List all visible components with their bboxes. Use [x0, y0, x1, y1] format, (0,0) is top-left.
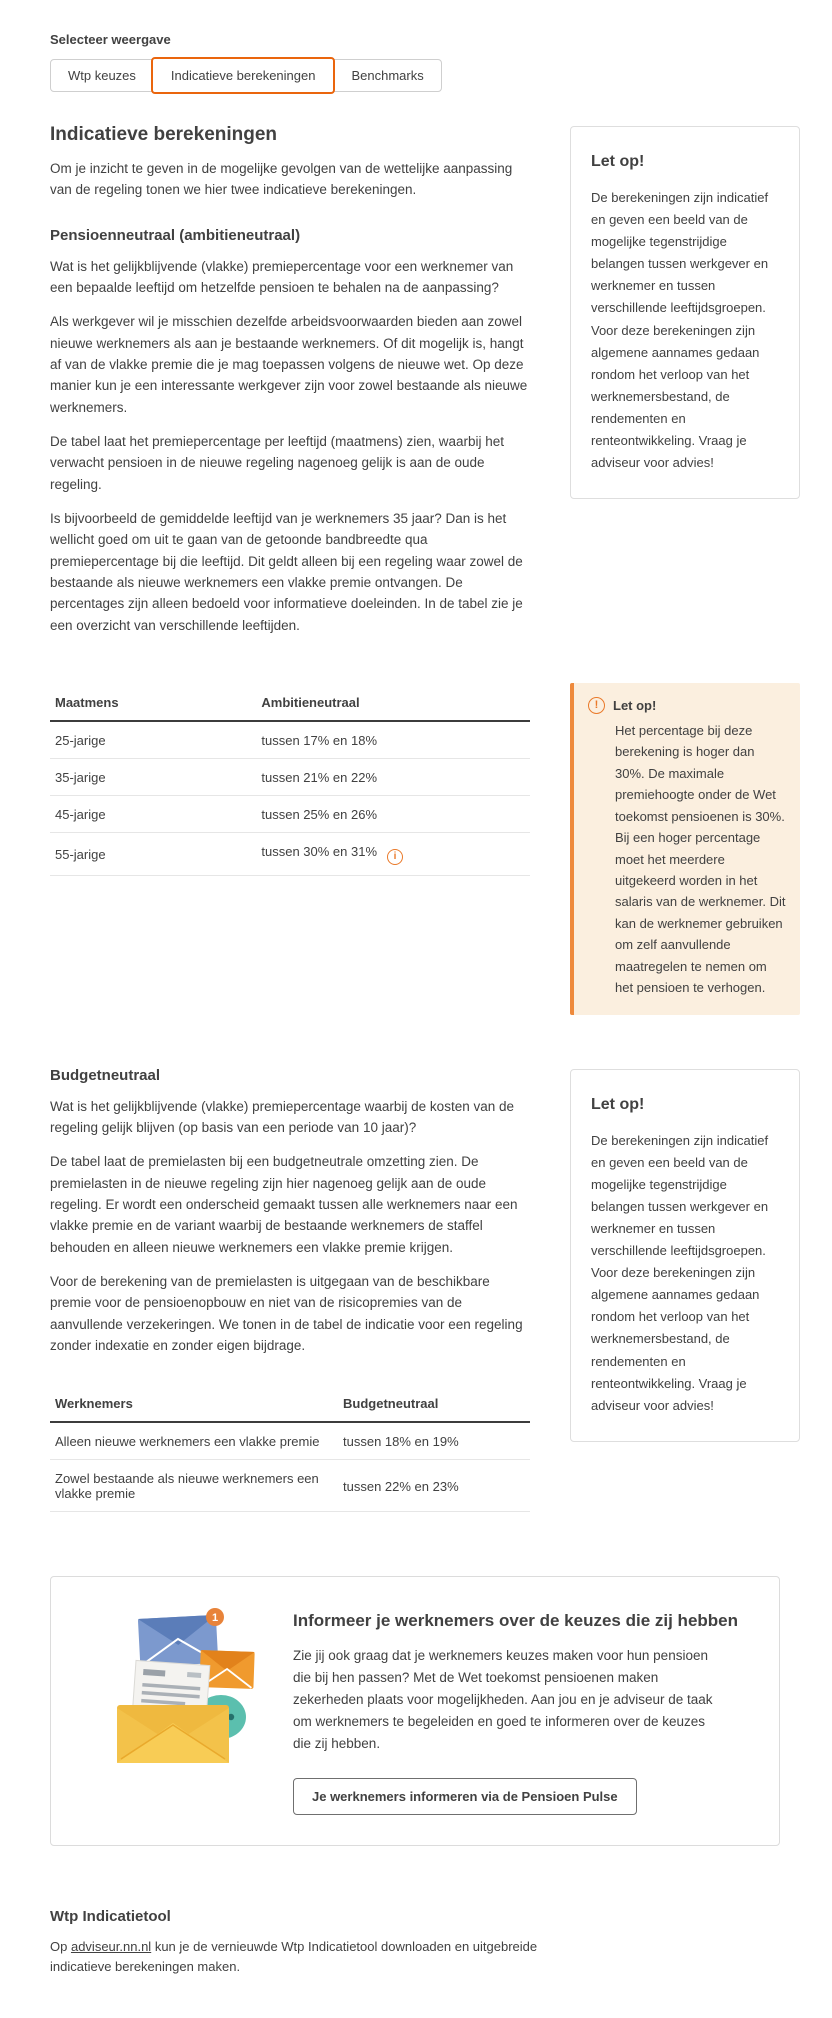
- cta-body-text: Zie jij ook graag dat je werknemers keuzes maken voor hun pensioen die bij hen passen? Met de Wet toekomst pensioenen maken zekerheden plaats voor mogelijkheden. Aan jou en je adviseur de taak om werknemers te begeleiden en goed te informeren over de keuzes die zij hebben.: [293, 1648, 713, 1751]
- cta-card: [50, 1576, 780, 1845]
- row-value: tussen 30% en 31%: [261, 843, 378, 859]
- pensioenneutraal-paragraph: Als werkgever wil je misschien dezelfde arbeidsvoorwaarden bieden aan zowel nieuwe werknemers als aan je bestaande werknemers. Of dit mogelijk is, hangt af van de vlakke premie die je mag toepassen volgens de nieuwe wet. Op deze manier kun je een interessante werkgever zijn voor zowel bestaande als nieuwe werknemers.: [50, 314, 528, 415]
- section-budgetneutraal: [50, 1049, 530, 1513]
- view-tabs: [50, 59, 442, 92]
- pensioen-pulse-button[interactable]: Je werknemers informeren via de Pensioen Pulse: [293, 1778, 637, 1815]
- row-value: tussen 17% en 18%: [256, 721, 530, 759]
- footer-text: [50, 1937, 555, 1979]
- page-title: Indicatieve berekeningen: [50, 124, 278, 145]
- footer-text-before: Op: [50, 1938, 71, 1954]
- tab-indicatieve-berekeningen[interactable]: Indicatieve berekeningen: [151, 57, 336, 94]
- table-header-row: [50, 683, 530, 721]
- row-label: 25-jarige: [50, 721, 256, 759]
- budgetneutraal-heading: Budgetneutraal: [50, 1066, 161, 1084]
- row-value: tussen 18% en 19%: [338, 1422, 530, 1460]
- column-header-maatmens: Maatmens: [50, 683, 256, 721]
- budgetneutraal-paragraph: Wat is het gelijkblijvende (vlakke) premiepercentage waarbij de kosten van de regeling gelijk blijven (op basis van een periode van 10 jaar)?: [50, 1098, 514, 1135]
- budgetneutraal-paragraph: De tabel laat de premielasten bij een budgetneutrale omzetting zien. De premielasten in de nieuwe regeling zijn hier nagenoeg gelijk aan de oude regeling. Er wordt een onderscheid gemaakt tussen alle werknemers naar een vlakke premie en de variant waarbij de bestaande werknemers de staffel behouden en alleen nieuwe werknemers een vlakke premie krijgen.: [50, 1154, 518, 1255]
- pensioenneutraal-paragraph: De tabel laat het premiepercentage per leeftijd (maatmens) zien, waarbij het verwacht pensioen in de nieuwe regeling nagenoeg gelijk is aan de oude regeling.: [50, 433, 504, 492]
- info-icon[interactable]: i: [387, 849, 403, 865]
- table-row: [50, 758, 530, 795]
- warning-box: [570, 683, 800, 1015]
- pensioenneutraal-heading: Pensioenneutraal (ambitieneutraal): [50, 226, 301, 244]
- badge-count: 1: [211, 1612, 219, 1625]
- intro-paragraph: Om je inzicht te geven in de mogelijke gevolgen van de wettelijke aanpassing van de regeling tonen we hier twee indicatieve berekeningen.: [50, 161, 513, 198]
- row-value: tussen 21% en 22%: [256, 758, 530, 795]
- table-row: [50, 795, 530, 832]
- note-body: De berekeningen zijn indicatief en geven een beeld van de mogelijke tegenstrijdige belangen tussen werkgever en werknemer en tussen verschillende leeftijdsgroepen. Voor deze berekeningen zijn algemene aannames gedaan rondom het verloop van het werknemersbestand, de rendementen en renteontwikkeling. Vraag je adviseur voor advies!: [591, 1132, 769, 1413]
- tab-wtp-keuzes[interactable]: Wtp keuzes: [50, 59, 154, 92]
- section-pensioenneutraal: [50, 124, 530, 649]
- mail-illustration-icon: [105, 1605, 255, 1765]
- footer-title: Wtp Indicatietool: [50, 1907, 171, 1925]
- row-label: Zowel bestaande als nieuwe werknemers een vlakke premie: [50, 1460, 338, 1512]
- tab-benchmarks[interactable]: Benchmarks: [333, 59, 441, 92]
- column-header-ambitieneutraal: Ambitieneutraal: [256, 683, 530, 721]
- footer-text-after: kun je de vernieuwde Wtp Indicatietool downloaden en uitgebreide indicatieve berekeningen maken.: [50, 1938, 538, 1975]
- table-row: [50, 1460, 530, 1512]
- warning-body: Het percentage bij deze berekening is hoger dan 30%. De maximale premiehoogte onder de Wet toekomst pensioenen is 30%. Bij een hoger percentage moet het meerdere uitgekeerd worden in het salaris van de werknemer. Dit kan de werknemer gebruiken om zelf aanvullende maatregelen te nemen om het pensioen te verhogen.: [615, 722, 786, 996]
- column-header-budgetneutraal: Budgetneutraal: [338, 1384, 530, 1422]
- view-selector: [50, 32, 780, 92]
- note-title: Let op!: [591, 153, 645, 170]
- note-title: Let op!: [591, 1095, 645, 1113]
- pensioenneutraal-paragraph: Is bijvoorbeeld de gemiddelde leeftijd van je werknemers 35 jaar? Dan is het wellicht goed om uit te gaan van de getoonde bandbreedte qua premiepercentage bij die leeftijd. Dit geldt alleen bij een regeling waar zowel de bestaande als nieuwe werknemers een vlakke premie ontvangen. De percentages zijn alleen bedoeld voor informatieve doeleinden. In de tabel zie je een overzicht van verschillende leeftijden.: [50, 510, 523, 633]
- column-header-werknemers: Werknemers: [50, 1384, 338, 1422]
- adviseur-link[interactable]: adviseur.nn.nl: [70, 1938, 152, 1954]
- row-label: Alleen nieuwe werknemers een vlakke premie: [50, 1422, 338, 1460]
- table-header-row: [50, 1384, 530, 1422]
- row-label: 35-jarige: [50, 758, 256, 795]
- note-body: De berekeningen zijn indicatief en geven een beeld van de mogelijke tegenstrijdige belangen tussen werkgever en werknemer en tussen verschillende leeftijdsgroepen. Voor deze berekeningen zijn algemene aannames gedaan rondom het verloop van het werknemersbestand, de rendementen en renteontwikkeling. Vraag je adviseur voor advies!: [591, 190, 769, 471]
- alert-icon: !: [588, 697, 605, 714]
- budgetneutraal-paragraph: Voor de berekening van de premielasten is uitgegaan van de beschikbare premie voor de pensioenopbouw en niet van de risicopremies van de aanvullende verzekeringen. We tonen in de tabel de indicatie voor een regeling zonder indexatie en zonder eigen bijdrage.: [50, 1273, 523, 1353]
- row-value: tussen 22% en 23%: [338, 1460, 530, 1512]
- pensioenneutraal-paragraph: Wat is het gelijkblijvende (vlakke) premiepercentage voor een werknemer van een bepaalde leeftijd om hetzelfde pensioen te behalen na de aanpassing?: [50, 258, 514, 295]
- note-box-pensioenneutraal: [570, 126, 800, 499]
- footer-section: [50, 1908, 780, 1979]
- cta-content: [293, 1605, 749, 1814]
- note-box-budgetneutraal: [570, 1069, 800, 1442]
- row-label: 55-jarige: [50, 832, 256, 875]
- warning-header: [588, 697, 786, 714]
- warning-title: Let op!: [613, 697, 657, 713]
- row-label: 45-jarige: [50, 795, 256, 832]
- table-row: [50, 721, 530, 759]
- row-value: tussen 25% en 26%: [256, 795, 530, 832]
- budget-table: [50, 1384, 530, 1512]
- table-row: [50, 832, 530, 875]
- ambition-table: [50, 683, 530, 876]
- view-selector-label: Selecteer weergave: [50, 32, 171, 47]
- envelopes-illustration: [81, 1605, 255, 1770]
- cta-title: Informeer je werknemers over de keuzes die zij hebben: [293, 1611, 739, 1631]
